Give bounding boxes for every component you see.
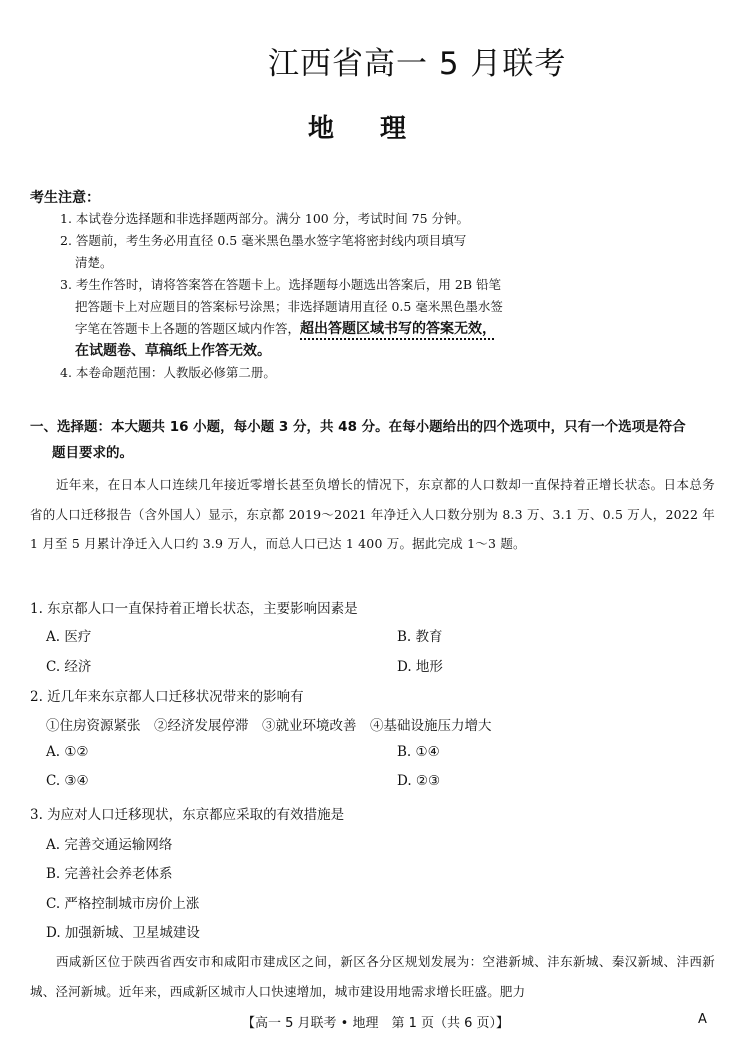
notice-item-3-cont-a: 把答题卡上对应题目的答案标号涂黑；非选择题请用直径 0.5 毫米黑色墨水签 (75, 299, 503, 314)
notice-heading: 考生注意： (30, 190, 100, 206)
notice-emphasis-2: 在试题卷、草稿纸上作答无效。 (75, 343, 271, 359)
question-2-option-d: D. ②③ (397, 773, 441, 789)
notice-item-3: 3. 考生作答时，请将答案答在答题卡上。选择题每小题选出答案后，用 2B 铅笔 (60, 277, 501, 292)
question-3-option-a: A. 完善交通运输网络 (46, 837, 173, 853)
question-1-option-a: A. 医疗 (46, 629, 92, 645)
question-2-option-b: B. ①④ (397, 744, 440, 760)
section-heading-line1: 一、选择题：本大题共 16 小题，每小题 3 分，共 48 分。在每小题给出的四个选项中，只有一个选项是符合 (30, 419, 686, 435)
question-3-stem: 3. 为应对人口迁移现状，东京都应采取的有效措施是 (30, 807, 345, 823)
question-1-stem: 1. 东京都人口一直保持着正增长状态，主要影响因素是 (30, 601, 358, 617)
exam-title: 江西省高一 5 月联考 (268, 46, 567, 82)
notice-item-3-cont-c (60, 340, 580, 362)
notice-list (60, 208, 580, 384)
notice-item-2: 2. 答题前，考生务必用直径 0.5 毫米黑色墨水签字笔将密封线内项目填写 (60, 233, 467, 248)
page-footer: 【高一 5 月联考 • 地理 第 1 页（共 6 页）】 (242, 1016, 510, 1031)
notice-item-3-cont-b (60, 318, 580, 340)
subject-title: 地理 (308, 114, 453, 144)
question-2-option-a: A. ①② (46, 744, 89, 760)
question-2-statements: ①住房资源紧张 ②经济发展停滞 ③就业环境改善 ④基础设施压力增大 (46, 718, 492, 734)
question-1-option-d: D. 地形 (397, 659, 443, 675)
notice-item-2-cont: 清楚。 (75, 255, 113, 270)
section-heading-line2: 题目要求的。 (52, 445, 133, 461)
notice-emphasis-1: 超出答题区域书写的答案无效， (300, 321, 497, 337)
section-heading (30, 414, 720, 466)
question-3-option-d: D. 加强新城、卫星城建设 (46, 925, 200, 941)
passage-1: 近年来，在日本人口连续几年接近零增长甚至负增长的情况下，东京都的人口数却一直保持着正增长状态。日本总务省的人口迁移报告（含外国人）显示，东京都 2019～2021 年净迁入人口数分别为 8.3 万、3.1 万、0.5 万人，2022 年 1 月至 5 月累计净迁入人口约 3.9 万人，而总人口已达 1 400 万。据此完成 1～3 题。 (30, 477, 715, 551)
question-1-option-b: B. 教育 (397, 629, 443, 645)
question-2-option-c: C. ③④ (46, 773, 89, 789)
passage-2: 西咸新区位于陕西省西安市和咸阳市建成区之间，新区各分区规划发展为：空港新城、沣东新城、秦汉新城、沣西新城、泾河新城。近年来，西咸新区城市人口快速增加，城市建设用地需求增长旺盛。肥力 (30, 954, 715, 999)
version-label: A (698, 1012, 707, 1027)
question-3-option-c: C. 严格控制城市房价上涨 (46, 896, 200, 912)
question-2-stem: 2. 近几年来东京都人口迁移状况带来的影响有 (30, 689, 304, 705)
question-3-option-b: B. 完善社会养老体系 (46, 866, 173, 882)
notice-item-4: 4. 本卷命题范围：人教版必修第二册。 (60, 365, 276, 380)
question-1-option-c: C. 经济 (46, 659, 92, 675)
notice-item-1: 1. 本试卷分选择题和非选择题两部分。满分 100 分，考试时间 75 分钟。 (60, 211, 470, 226)
notice-item-3-text: 字笔在答题卡上各题的答题区域内作答， (75, 321, 301, 336)
